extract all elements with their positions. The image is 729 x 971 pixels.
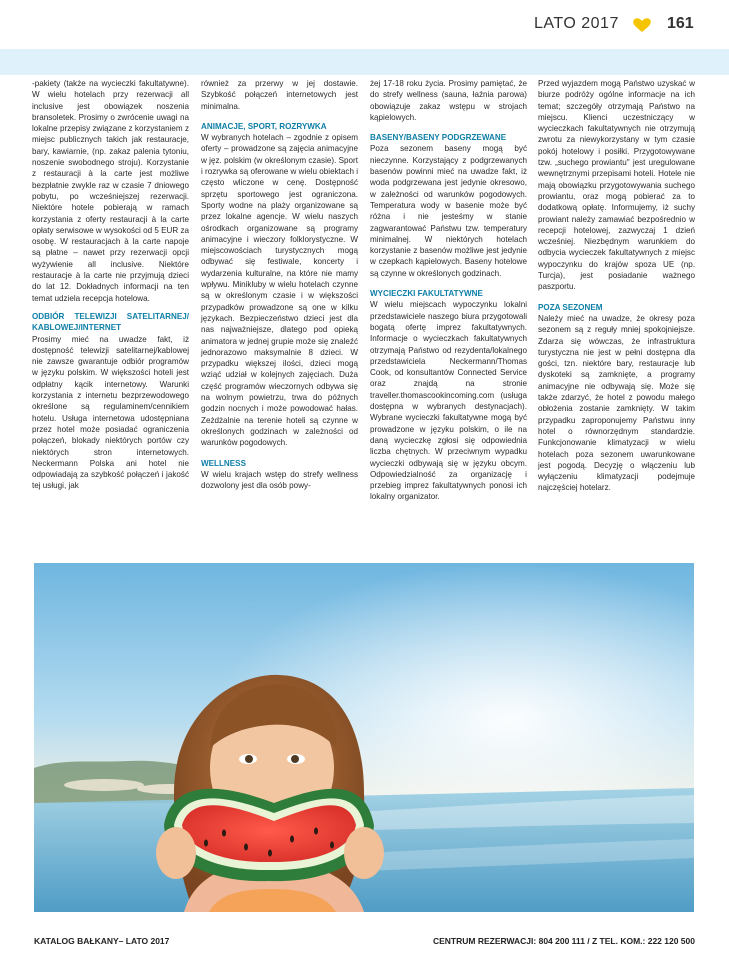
section-heading-excursions: WYCIECZKI FAKULTATYWNE <box>370 289 483 299</box>
footer-catalog-title: KATALOG BAŁKANY– LATO 2017 <box>34 936 170 946</box>
paragraph: W wielu miejscach wypoczynku lokalni przedstawiciele naszego biura przygotowali bogatą ofertę imprez fakultatywnych. Informacje o wycieczkach fakultatywnych otrzymają Państwo od rezydenta/lokalnego przedstawiciela Neckermann/Thomas Cook, od konsultantów Connected Service oraz znajdą na stronie traveller.thomascookincoming.com (usługa dostępna w wybranych destynacjach). Wybrane wycieczki fakultatywne mogą być prowadzone w języku polskim, o ile na daną wycieczkę zgłosi się odpowiednia liczba chętnych. W przeciwnym wypadku wycieczki odbywają się w języku obcym. Odpowiedzialność za organizację i przebieg imprez fakultatywnych ponosi ich lokalny organizator. <box>370 300 527 502</box>
text-columns <box>32 78 697 558</box>
page-header <box>0 0 729 48</box>
header-band <box>0 49 729 75</box>
paragraph: Należy mieć na uwadze, że okresy poza sezonem są z reguły mniej spokojniejsze. Zdarza się wówczas, że infrastruktura turystyczna nie jest w pełni dostępna dla gości, tzn. niektóre bary, restauracje lub dyskoteki są zamknięte, a programy animacyjne nie odbywają się. Może się także zdarzyć, że hotel z powodu małego obłożenia zostanie zamknięty. W takim przypadku zaproponujemy Państwu inny hotel o równorzędnym standardzie. Funkcjonowanie klimatyzacji w wielu hotelach poza sezonem uwarunkowane jest pogodą. Decyzję o włączeniu lub wyłączeniu klimatyzacji podejmuje najczęściej hotelarz. <box>538 313 695 493</box>
column-1 <box>32 78 189 492</box>
section-heading-pools: BASENY/BASENY PODGRZEWANE <box>370 133 507 143</box>
page-footer <box>0 934 729 954</box>
paragraph: Poza sezonem baseny mogą być nieczynne. Korzystający z podgrzewanych basenów powinni mieć na uwadze fakt, iż woda podgrzewana jest jedynie okresowo, w zależności od warunków pogodowych. Temperatura wody w basenie może być różna i nie jesteśmy w stanie zagwarantować Państwu tzw. temperatury minimalnej. W niektórych hotelach korzystanie z basenów możliwe jest jedynie w czepkach kąpielowych. Baseny hotelowe są czynne w określonych godzinach. <box>370 144 527 278</box>
paragraph: -pakiety (także na wycieczki fakultatywne). W wielu hotelach przy rezerwacji all inclusive jest obowiązek noszenia bransoletek. Prosimy o zwrócenie uwagi na lokalne przepisy związane z korzystaniem z miejsc publicznych takich jak restauracje, bary, kawiarnie, (np. zakaz palenia tytoniu, noszenie swobodnego stroju). Korzystanie z restauracji à la carte jest możliwe bezpłatnie zwykle raz w czasie 7 dniowego pobytu, po wcześniejszej rezerwacji. Niektóre hotele pobierają w ramach korzystania z oferty restauracji à la carte opłaty serwisowe w wysokości od 5 EUR za osobę. W restauracjach à la carte napoje są płatne – nawet przy rezerwacji opcji wyżywienie all inclusive. Niektóre restauracje à la carte nie przyjmują dzieci do lat 12. Dokładnych informacji na ten temat udziela recepcja hotelowa. <box>32 79 189 303</box>
column-4 <box>538 78 695 494</box>
column-3 <box>370 78 527 503</box>
section-heading-animations: ANIMACJE, SPORT, ROZRYWKA <box>201 121 327 131</box>
column-2 <box>201 78 358 491</box>
paragraph: Przed wyjazdem mogą Państwo uzyskać w biurze podróży ogólne informacje na ich temat; szczegóły otrzymają Państwo na miejscu. Klienci uczestniczący w wycieczkach fakultatywnych nie otrzymują zwrotu za niewykorzystany w tym czasie pokój hotelowy i posiłki. Przygotowywane tzw. „suchego prowiantu" jest uregulowane wewnętrznymi przepisami hoteli. Hotele nie mają obowiązku przygotowywania suchego prowiantu, oraz mogą pobierać za to dodatkową opłatę. Informujemy, iż suchy prowiant należy zamawiać bezpośrednio w recepcji hotelowej, zazwyczaj 1 dzień wcześniej. Niezbędnym warunkiem do odbycia wycieczek fakultatywnych z miejsc wypoczynku do krajów spoza UE (np. Turcja), jest posiadanie ważnego paszportu. <box>538 79 695 292</box>
paragraph: W wybranych hotelach – zgodnie z opisem oferty – prowadzone są zajęcia animacyjne w jęz. polskim (w określonym czasie). Sport i rozrywka są oferowane w wielu obiektach i często wliczone w cenę. Dostępność sprzętu sportowego jest ograniczona. Sporty wodne na plaży organizowane są przez lokalne agencje. W wielu naszych ośrodkach organizowane są programy animacyjne i wieczory folklorystyczne. W miejscowościach turystycznych mogą odbywać się festiwale, koncerty i wydarzenia kulturalne, na które nie mamy wpływu. Minikluby w wielu hotelach czynne są w określonym czasie i w większości przypadków prowadzone są one w kilku językach. Bezpieczeństwo dzieci jest dla nas najważniejsze, dlatego pod opieką animatora w jednej grupie może się znaleźć jednorazowo maksymalnie 8 dzieci. W przypadku większej ilości, dzieci mogą wziąć udział w kolejnych zajęciach. Duża część programów wieczornych odbywa się na wolnym powietrzu, trwa do późnych godzin nocnych i może powodować hałas. Zeżdżalnie na terenie hoteli są czynne w określonych godzinach w zależności od warunków pogodowych. <box>201 133 359 448</box>
paragraph: żej 17-18 roku życia. Prosimy pamiętać, że do strefy wellness (sauna, łaźnia parowa) obowiązuje zakaz wstępu w strojach kąpielowych. <box>370 79 527 122</box>
page-number: 161 <box>667 15 694 32</box>
heart-icon <box>632 17 652 33</box>
season-label: LATO 2017 <box>534 15 619 32</box>
section-heading-off-season: POZA SEZONEM <box>538 302 603 312</box>
photo-girl-watermelon <box>34 563 694 912</box>
paragraph: również za przerwy w jej dostawie. Szybkość połączeń internetowych jest minimalna. <box>201 79 358 111</box>
section-heading-tv-internet: ODBIÓR TELEWIZJI SATELITARNEJ/ KABLOWEJ/INTERNET <box>32 311 189 333</box>
footer-reservation-phone: CENTRUM REZERWACJI: 804 200 111 / Z TEL. KOM.: 222 120 500 <box>432 936 695 946</box>
paragraph: W wielu krajach wstęp do strefy wellness dozwolony jest dla osób powy- <box>201 469 358 491</box>
section-heading-wellness: WELLNESS <box>201 458 246 468</box>
paragraph: Prosimy mieć na uwadze fakt, iż dostępność telewizji satelitarnej/kablowej nie zawsze gwarantuje odbiór programów w języku polskim. W większości hoteli jest odpłatny kącik internetowy. Warunki korzystania z internetu bezprzewodowego określone są regulaminem/cennikiem hotelu. Usługa internetowa udostępniana przez hotel może posiadać ograniczenia połączeń, blokady niektórych portów czy niektórych stron internetowych. Neckermann Polska ani hotel nie odpowiadają za szybkość połączeń i jakość tej usługi, jak <box>32 334 189 491</box>
